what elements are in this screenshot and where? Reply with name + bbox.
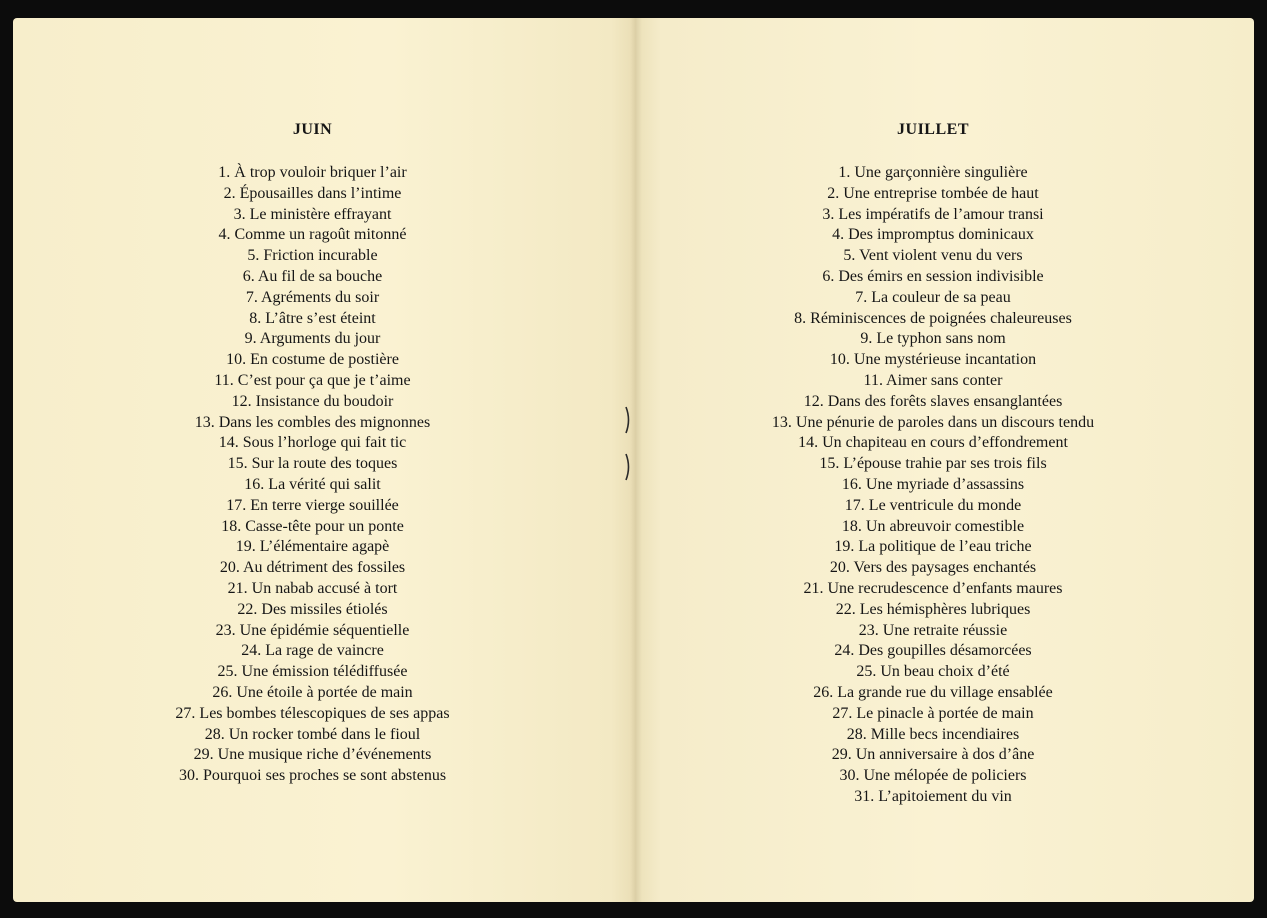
list-item: 6. Des émirs en session indivisible bbox=[822, 267, 1044, 285]
list-item: 31. L’apitoiement du vin bbox=[854, 787, 1012, 805]
list-item: 25. Un beau choix d’été bbox=[856, 663, 1010, 681]
list-item: 22. Les hémisphères lubriques bbox=[835, 600, 1031, 618]
list-item: 26. Une étoile à portée de main bbox=[212, 683, 413, 701]
list-item: 3. Les impératifs de l’amour transi bbox=[822, 205, 1044, 223]
list-item: 5. Friction incurable bbox=[247, 247, 378, 265]
list-item: 28. Mille becs incendiaires bbox=[846, 725, 1020, 743]
list-item: 14. Un chapiteau en cours d’effondrement bbox=[798, 434, 1068, 452]
list-item: 7. Agréments du soir bbox=[245, 288, 380, 306]
list-item: 23. Une épidémie séquentielle bbox=[215, 621, 410, 639]
list-item: 12. Dans des forêts slaves ensanglantées bbox=[803, 392, 1063, 410]
list-item: 13. Une pénurie de paroles dans un discours tendu bbox=[771, 413, 1095, 431]
list-item: 21. Une recrudescence d’enfants maures bbox=[803, 579, 1063, 597]
list-item: 10. En costume de postière bbox=[226, 351, 399, 369]
list-item: 3. Le ministère effrayant bbox=[233, 205, 392, 223]
list-item: 20. Au détriment des fossiles bbox=[219, 559, 406, 577]
list-item: 1. Une garçonnière singulière bbox=[838, 164, 1028, 181]
list-item: 20. Vers des paysages enchantés bbox=[829, 559, 1037, 577]
list-item: 8. L’âtre s’est éteint bbox=[249, 309, 376, 327]
list-item: 30. Une mélopée de policiers bbox=[839, 767, 1027, 785]
list-item: 16. Une myriade d’assassins bbox=[841, 475, 1025, 493]
list-item: 24. La rage de vaincre bbox=[241, 642, 384, 660]
list-item: 11. Aimer sans conter bbox=[863, 371, 1003, 389]
list-item: 5. Vent violent venu du vers bbox=[843, 247, 1023, 265]
list-item: 18. Casse-tête pour un ponte bbox=[221, 517, 404, 535]
month-title-juin: JUIN bbox=[292, 121, 333, 138]
entry-list-juillet bbox=[624, 163, 1242, 808]
list-item: 22. Des missiles étiolés bbox=[237, 600, 388, 618]
list-item: 4. Comme un ragoût mitonné bbox=[218, 226, 407, 244]
list-item: 13. Dans les combles des mignonnes bbox=[194, 413, 431, 431]
list-item: 11. C’est pour ça que je t’aime bbox=[214, 371, 411, 389]
list-item: 7. La couleur de sa peau bbox=[855, 288, 1011, 306]
list-item: 8. Réminiscences de poignées chaleureuses bbox=[794, 309, 1072, 327]
list-item: 16. La vérité qui salit bbox=[244, 475, 381, 493]
list-item: 6. Au fil de sa bouche bbox=[242, 267, 383, 285]
list-item: 12. Insistance du boudoir bbox=[231, 392, 394, 410]
list-item: 24. Des goupilles désamorcées bbox=[834, 642, 1032, 660]
list-item: 15. Sur la route des toques bbox=[227, 455, 398, 473]
list-item: 4. Des impromptus dominicaux bbox=[832, 226, 1034, 244]
list-item: 27. Le pinacle à portée de main bbox=[832, 704, 1034, 722]
list-item: 28. Un rocker tombé dans le fioul bbox=[204, 725, 421, 743]
list-item: 9. Le typhon sans nom bbox=[860, 330, 1006, 348]
list-item: 2. Épousailles dans l’intime bbox=[223, 184, 402, 202]
list-item: 1. À trop vouloir briquer l’air bbox=[218, 164, 407, 181]
list-item: 17. En terre vierge souillée bbox=[226, 496, 399, 514]
left-page bbox=[13, 18, 636, 902]
list-item: 27. Les bombes télescopiques de ses appas bbox=[175, 704, 450, 722]
month-title-juillet: JUILLET bbox=[897, 121, 969, 138]
list-item: 26. La grande rue du village ensablée bbox=[813, 683, 1053, 701]
list-item: 14. Sous l’horloge qui fait tic bbox=[218, 434, 407, 452]
list-item: 10. Une mystérieuse incantation bbox=[829, 351, 1037, 369]
list-item: 23. Une retraite réussie bbox=[858, 621, 1008, 639]
right-page bbox=[636, 18, 1254, 902]
list-item: 29. Un anniversaire à dos d’âne bbox=[831, 746, 1035, 764]
list-item: 9. Arguments du jour bbox=[244, 330, 381, 348]
list-item: 18. Un abreuvoir comestible bbox=[841, 517, 1025, 535]
list-item: 19. L’élémentaire agapè bbox=[235, 538, 390, 556]
list-item: 19. La politique de l’eau triche bbox=[834, 538, 1032, 556]
list-item: 17. Le ventricule du monde bbox=[844, 496, 1022, 514]
list-item: 2. Une entreprise tombée de haut bbox=[827, 184, 1039, 202]
entry-list-juin bbox=[1, 163, 624, 787]
list-item: 15. L’épouse trahie par ses trois fils bbox=[819, 455, 1047, 473]
list-item: 21. Un nabab accusé à tort bbox=[227, 579, 398, 597]
list-item: 30. Pourquoi ses proches se sont abstenus bbox=[178, 767, 447, 785]
list-item: 25. Une émission télédiffusée bbox=[217, 663, 408, 681]
list-item: 29. Une musique riche d’événements bbox=[193, 746, 432, 764]
